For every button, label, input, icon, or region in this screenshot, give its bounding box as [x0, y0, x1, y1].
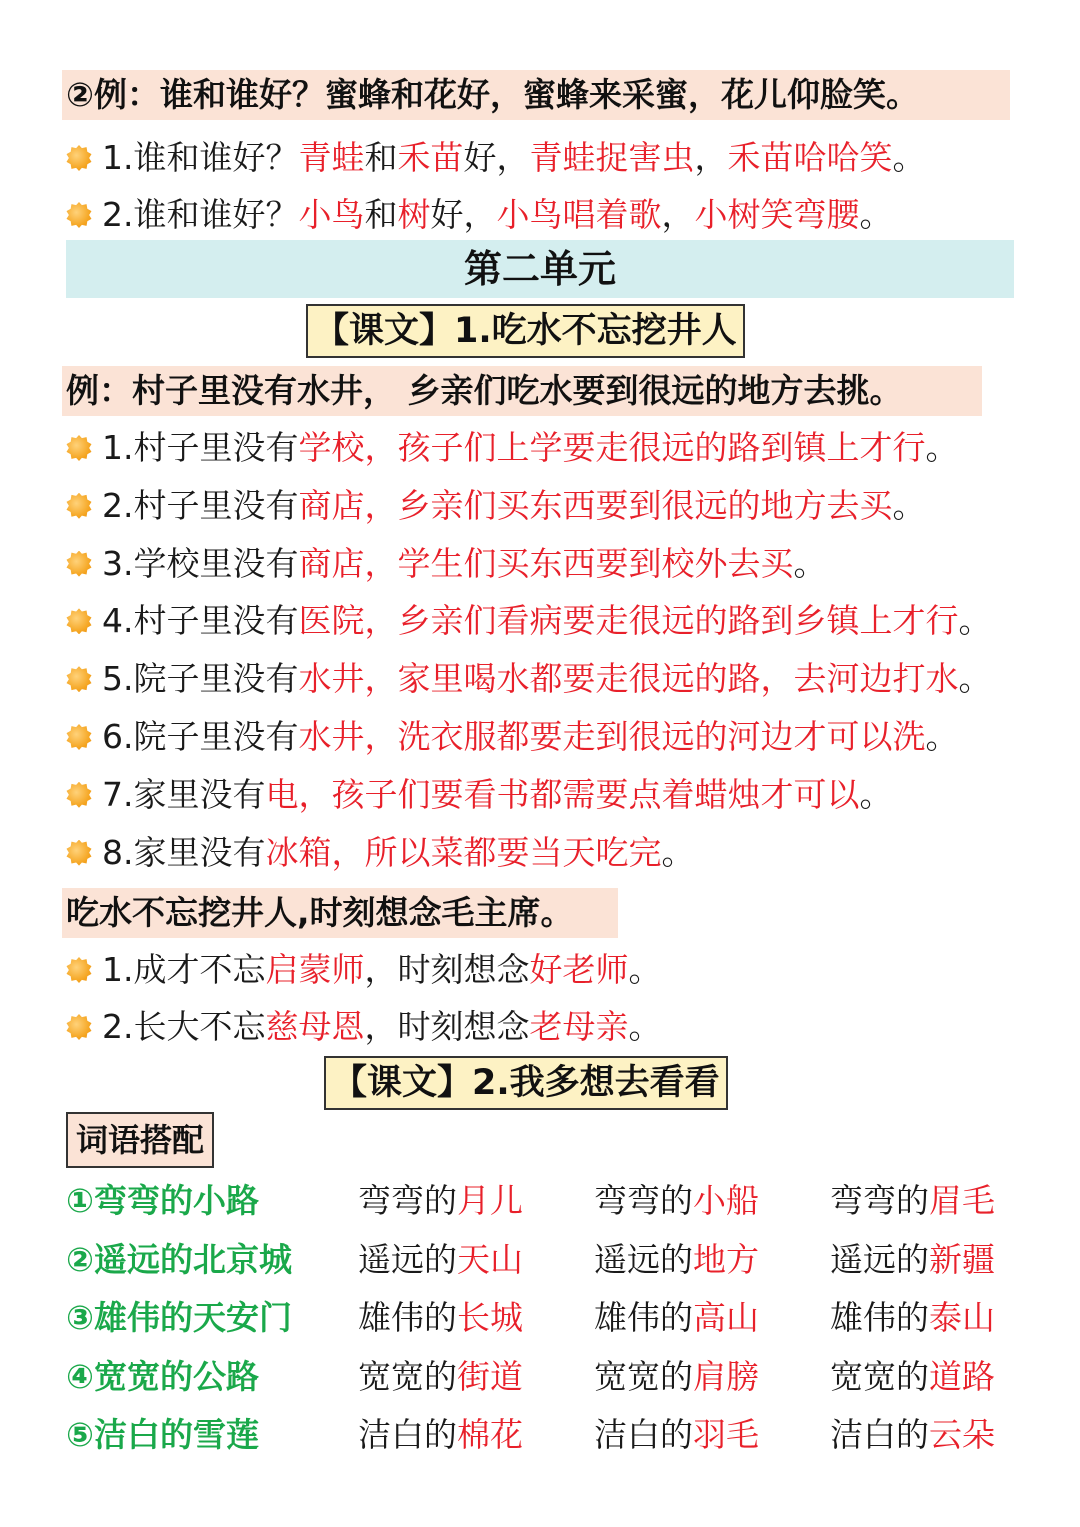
example-sentence: 吃水不忘挖井人,时刻想念毛主席。	[62, 888, 618, 938]
item-text: ，	[364, 485, 398, 525]
answer-text: 小鸟	[298, 195, 365, 234]
answer-text: 冰箱	[265, 832, 332, 872]
flower-badge-icon	[66, 1014, 92, 1040]
phrase-main: ④宽宽的公路	[66, 1356, 259, 1396]
item-text: 。	[859, 195, 893, 234]
answer-text: 青蛙捉害虫	[529, 138, 695, 177]
item-text: 2.谁和谁好？	[102, 195, 299, 234]
item-text: ，	[298, 774, 332, 814]
list-item	[66, 420, 959, 476]
item-text: 好，	[463, 138, 530, 177]
answer-text: 树	[397, 195, 431, 234]
phrase-noun: 地方	[693, 1239, 759, 1279]
item-text: ，	[661, 195, 695, 234]
flower-badge-icon	[66, 435, 92, 461]
phrase-noun: 长城	[457, 1298, 523, 1337]
item-text: ，时刻想念	[364, 950, 530, 989]
item-text: 好，	[430, 195, 497, 234]
phrase-main: ①弯弯的小路	[66, 1181, 259, 1220]
phrase-noun: 棉花	[457, 1415, 523, 1454]
list-item	[66, 536, 827, 592]
answer-text: 电	[265, 774, 299, 814]
list-item	[66, 651, 992, 707]
list-item	[66, 825, 695, 881]
item-text: ，	[364, 717, 398, 756]
word-match-label: 词语搭配	[66, 1112, 214, 1168]
phrase-adjective: 遥远的	[830, 1239, 929, 1279]
item-text: ，	[364, 601, 398, 641]
unit-title: 第二单元	[66, 240, 1014, 298]
phrase-adjective: 弯弯的	[830, 1181, 929, 1220]
item-text: 。	[925, 717, 959, 756]
flower-badge-icon	[66, 551, 92, 577]
phrase-noun: 街道	[457, 1356, 523, 1396]
item-text: 1.村子里没有	[102, 428, 299, 467]
phrase-main: ③雄伟的天安门	[66, 1298, 292, 1337]
item-text: 6.院子里没有	[102, 717, 299, 756]
item-text: 和	[364, 138, 398, 177]
item-text: 。	[958, 659, 992, 699]
phrase-adjective: 洁白的	[830, 1415, 929, 1454]
phrase-adjective: 宽宽的	[358, 1356, 457, 1396]
flower-badge-icon	[66, 202, 92, 228]
phrase-adjective: 洁白的	[594, 1415, 693, 1454]
flower-badge-icon	[66, 840, 92, 866]
item-text: ，	[694, 138, 728, 177]
phrase-noun: 羽毛	[693, 1415, 759, 1454]
phrase-noun: 泰山	[929, 1298, 995, 1337]
word-match-row	[66, 1406, 1026, 1464]
answer-text: 学校	[298, 428, 365, 467]
answer-text: 水井	[298, 717, 365, 756]
item-text: ，	[364, 428, 398, 467]
list-item	[66, 999, 662, 1055]
list-item	[66, 709, 959, 765]
list-item	[66, 942, 662, 998]
answer-text: 水井	[298, 659, 365, 699]
item-text: 。	[925, 428, 959, 467]
answer-text: 孩子们要看书都需要点着蜡烛才可以	[331, 774, 860, 814]
flower-badge-icon	[66, 608, 92, 634]
item-text: ，时刻想念	[364, 1007, 530, 1046]
flower-badge-icon	[66, 957, 92, 983]
list-item	[66, 593, 992, 649]
answer-text: 小鸟唱着歌	[496, 195, 662, 234]
answer-text: 禾苗哈哈笑	[727, 138, 893, 177]
phrase-noun: 云朵	[929, 1415, 995, 1454]
item-text: 2.村子里没有	[102, 485, 299, 525]
item-text: 。	[628, 1007, 662, 1046]
phrase-adjective: 雄伟的	[358, 1298, 457, 1337]
answer-text: 商店	[298, 485, 365, 525]
item-text: 4.村子里没有	[102, 601, 299, 641]
word-match-row	[66, 1289, 1026, 1347]
item-text: 。	[892, 485, 926, 525]
item-text: 8.家里没有	[102, 832, 266, 872]
phrase-adjective: 遥远的	[358, 1239, 457, 1279]
answer-text: 青蛙	[298, 138, 365, 177]
example-sentence: 例：村子里没有水井， 乡亲们吃水要到很远的地方去挑。	[62, 366, 982, 416]
word-match-row	[66, 1231, 1026, 1289]
phrase-noun: 小船	[693, 1181, 759, 1220]
item-text: 5.院子里没有	[102, 659, 299, 699]
item-text: 。	[859, 774, 893, 814]
flower-badge-icon	[66, 666, 92, 692]
item-text: 3.学校里没有	[102, 543, 299, 583]
phrase-noun: 肩膀	[693, 1356, 759, 1396]
item-text: 。	[628, 950, 662, 989]
phrase-noun: 月儿	[457, 1181, 523, 1220]
list-item	[66, 187, 893, 243]
answer-text: 乡亲们看病要走很远的路到乡镇上才行	[397, 601, 959, 641]
phrase-noun: 新疆	[929, 1239, 995, 1279]
item-text: 2.长大不忘	[102, 1007, 266, 1046]
answer-text: 医院	[298, 601, 365, 641]
phrase-main: ②遥远的北京城	[66, 1239, 292, 1279]
list-item	[66, 130, 926, 186]
lesson-title: 【课文】1.吃水不忘挖井人	[306, 304, 745, 358]
list-item	[66, 767, 893, 823]
item-text: 。	[892, 138, 926, 177]
item-text: 7.家里没有	[102, 774, 266, 814]
list-item	[66, 478, 926, 534]
answer-text: 乡亲们买东西要到很远的地方去买	[397, 485, 893, 525]
phrase-adjective: 弯弯的	[358, 1181, 457, 1220]
answer-text: 启蒙师	[265, 950, 365, 989]
flower-badge-icon	[66, 145, 92, 171]
phrase-noun: 高山	[693, 1298, 759, 1337]
phrase-noun: 眉毛	[929, 1181, 995, 1220]
phrase-adjective: 宽宽的	[594, 1356, 693, 1396]
answer-text: 老母亲	[529, 1007, 629, 1046]
phrase-adjective: 雄伟的	[594, 1298, 693, 1337]
item-text: ，	[331, 832, 365, 872]
item-text: 和	[364, 195, 398, 234]
item-text: 。	[958, 601, 992, 641]
item-text: 1.成才不忘	[102, 950, 266, 989]
item-text: 。	[661, 832, 695, 872]
phrase-adjective: 洁白的	[358, 1415, 457, 1454]
answer-text: 商店	[298, 543, 365, 583]
flower-badge-icon	[66, 493, 92, 519]
item-text: 。	[793, 543, 827, 583]
phrase-adjective: 雄伟的	[830, 1298, 929, 1337]
answer-text: 孩子们上学要走很远的路到镇上才行	[397, 428, 926, 467]
item-text: ，	[364, 659, 398, 699]
answer-text: 禾苗	[397, 138, 464, 177]
answer-text: 好老师	[529, 950, 629, 989]
word-match-row	[66, 1348, 1026, 1406]
phrase-adjective: 弯弯的	[594, 1181, 693, 1220]
answer-text: 洗衣服都要走到很远的河边才可以洗	[397, 717, 926, 756]
answer-text: 学生们买东西要到校外去买	[397, 543, 794, 583]
phrase-adjective: 遥远的	[594, 1239, 693, 1279]
answer-text: 所以菜都要当天吃完	[364, 832, 662, 872]
word-match-row	[66, 1172, 1026, 1230]
flower-badge-icon	[66, 782, 92, 808]
answer-text: 小树笑弯腰	[694, 195, 860, 234]
flower-badge-icon	[66, 724, 92, 750]
phrase-noun: 道路	[929, 1356, 995, 1396]
answer-text: 家里喝水都要走很远的路，去河边打水	[397, 659, 959, 699]
phrase-adjective: 宽宽的	[830, 1356, 929, 1396]
phrase-noun: 天山	[457, 1239, 523, 1279]
phrase-main: ⑤洁白的雪莲	[66, 1415, 259, 1454]
lesson-title: 【课文】2.我多想去看看	[324, 1056, 728, 1110]
item-text: 1.谁和谁好？	[102, 138, 299, 177]
answer-text: 慈母恩	[265, 1007, 365, 1046]
item-text: ，	[364, 543, 398, 583]
example-sentence: ②例：谁和谁好？蜜蜂和花好，蜜蜂来采蜜，花儿仰脸笑。	[62, 70, 1010, 120]
